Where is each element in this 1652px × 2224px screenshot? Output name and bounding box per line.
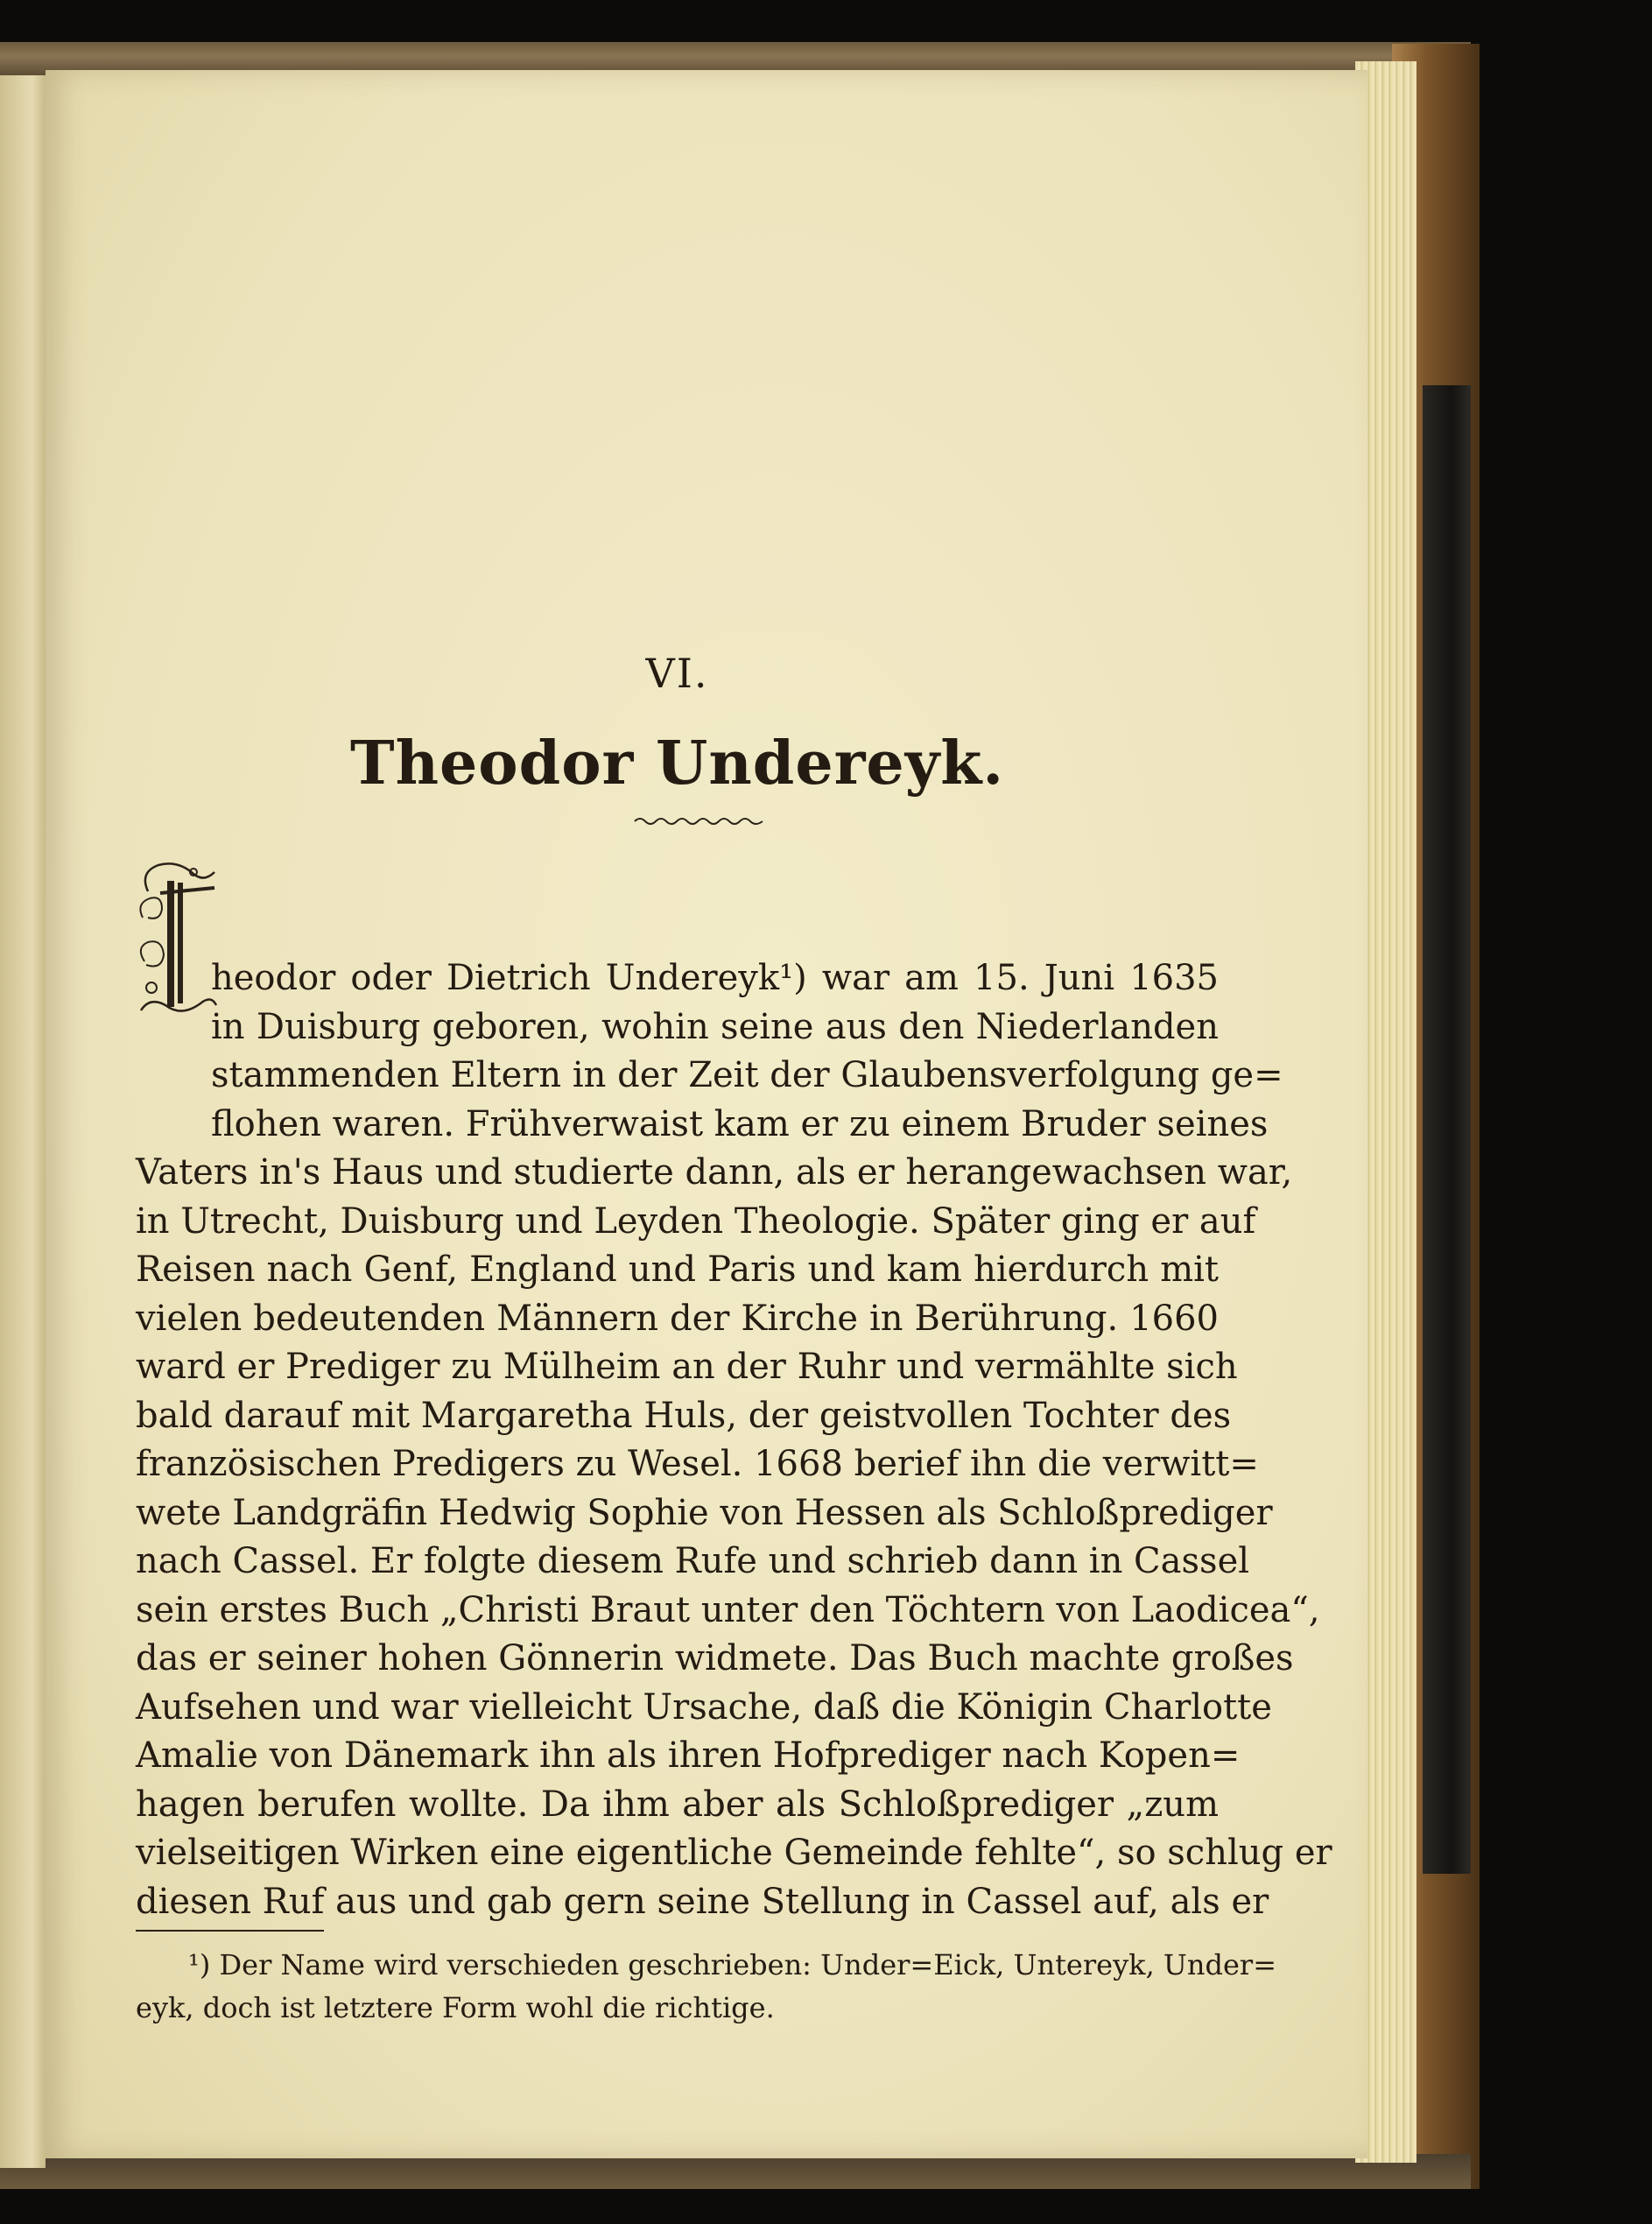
- body-line: in Utrecht, Duisburg und Leyden Theologie. Später ging er auf: [136, 1200, 1256, 1242]
- body-line: wete Landgräfin Hedwig Sophie von Hessen als Schloßprediger: [136, 1492, 1273, 1533]
- body-line: in Duisburg geboren, wohin seine aus den Niederlanden: [211, 1006, 1219, 1047]
- body-line: nach Cassel. Er folgte diesem Rufe und schrieb dann in Cassel: [136, 1541, 1250, 1581]
- body-line: das er seiner hohen Gönnerin widmete. Das Buch machte großes: [136, 1638, 1294, 1679]
- footnote-line: eyk, doch ist letztere Form wohl die richtige.: [136, 1991, 775, 2024]
- footnotes: [136, 1944, 1277, 2030]
- body-line: hagen berufen wollte. Da ihm aber als Schloßprediger „zum: [136, 1784, 1219, 1825]
- body-line: diesen Ruf aus und gab gern seine Stellung in Cassel auf, als er: [136, 1881, 1269, 1922]
- body-line: Aufsehen und war vielleicht Ursache, daß die Königin Charlotte: [136, 1686, 1272, 1728]
- footnote-line: ¹) Der Name wird verschieden geschrieben: Under=Eick, Untereyk, Under=: [188, 1948, 1277, 1981]
- body-line: bald darauf mit Margaretha Huls, der geistvollen Tochter des: [136, 1395, 1232, 1436]
- chapter-number: VI.: [645, 650, 709, 697]
- book-binding-bottom: [0, 2154, 1471, 2189]
- left-page-edge: [0, 75, 46, 2168]
- book-page: [46, 70, 1367, 2158]
- ornament-divider: [633, 814, 764, 828]
- body-text: [136, 954, 1332, 1926]
- body-line: Vaters in's Haus und studierte dann, als er herangewachsen war,: [136, 1152, 1293, 1193]
- body-line: flohen waren. Frühverwaist kam er zu einem Bruder seines: [211, 1103, 1269, 1144]
- body-line: französischen Predigers zu Wesel. 1668 berief ihn die verwitt=: [136, 1444, 1259, 1484]
- body-line: stammenden Eltern in der Zeit der Glaubensverfolgung ge=: [211, 1055, 1283, 1095]
- footnote-rule: [136, 1930, 324, 1932]
- body-line: vielen bedeutenden Männern der Kirche in Berührung. 1660: [136, 1298, 1219, 1339]
- body-line: heodor oder Dietrich Undereyk¹) war am 15. Juni 1635: [211, 958, 1219, 998]
- body-line: ward er Prediger zu Mülheim an der Ruhr und vermählte sich: [136, 1347, 1238, 1387]
- body-line: sein erstes Buch „Christi Braut unter den Töchtern von Laodicea“,: [136, 1589, 1320, 1630]
- body-line: Reisen nach Genf, England und Paris und kam hierdurch mit: [136, 1249, 1219, 1290]
- chapter-title: Theodor Undereyk.: [349, 728, 1004, 799]
- body-line: vielseitigen Wirken eine eigentliche Gemeinde fehlte“, so schlug er: [136, 1833, 1332, 1873]
- body-line: Amalie von Dänemark ihn als ihren Hofprediger nach Kopen=: [136, 1735, 1241, 1776]
- book-cover-spine-shadow: [1423, 385, 1471, 1874]
